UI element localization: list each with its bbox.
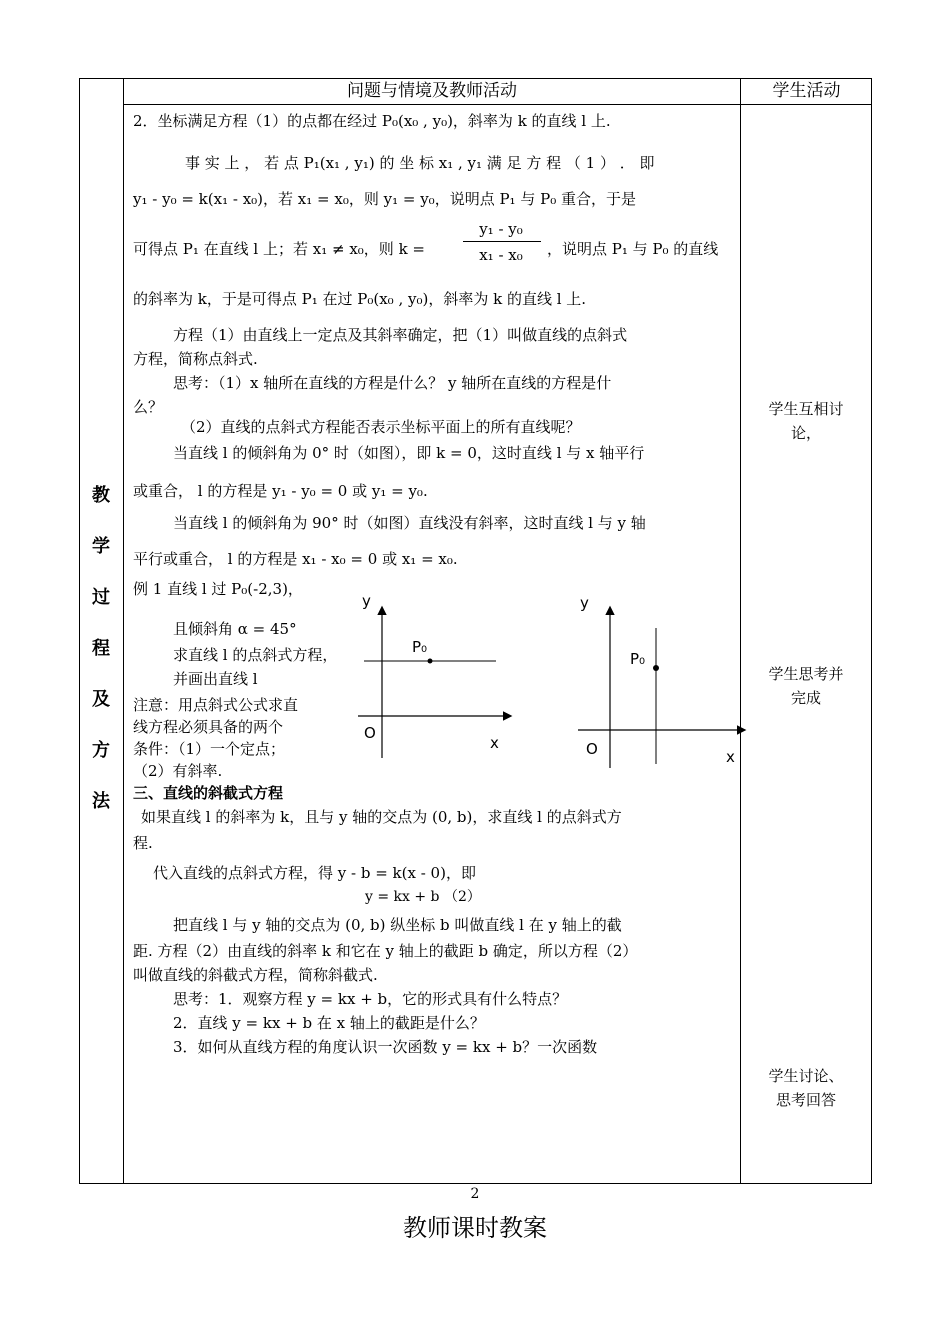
x-axis-label: x	[490, 734, 499, 752]
y-axis-label: y	[362, 592, 371, 610]
fraction-denominator: x₁ - x₀	[479, 246, 523, 264]
point-p0	[428, 659, 433, 664]
text-line: 的斜率为 k，于是可得点 P₁ 在过 P₀(x₀ , y₀)，斜率为 k 的直线 l 上.	[133, 290, 587, 308]
text-line: （2）直线的点斜式方程能否表示坐标平面上的所有直线呢？	[181, 418, 581, 436]
text-line: 且倾斜角 α = 45°	[173, 620, 297, 638]
text-line: 程.	[133, 834, 153, 852]
side-label	[79, 470, 123, 827]
student-activity-1: 学生互相讨 论，	[768, 400, 844, 442]
text-line: 3．如何从直线方程的角度认识一次函数 y = kx + b？一次函数	[173, 1038, 598, 1056]
text-line: 2．坐标满足方程（1）的点都在经过 P₀(x₀ , y₀)，斜率为 k 的直线 l 上.	[133, 112, 611, 130]
text-line: （2）有斜率.	[133, 762, 223, 780]
point-label: P₀	[412, 638, 428, 656]
header-divider	[123, 104, 872, 105]
side-char: 过	[92, 587, 110, 608]
text-line: 方程（1）由直线上一定点及其斜率确定，把（1）叫做直线的点斜式	[173, 326, 628, 344]
point-label: P₀	[630, 650, 646, 668]
column-divider-left	[123, 78, 124, 1184]
text-line: 并画出直线 l	[173, 670, 258, 688]
x-axis-label: x	[726, 748, 735, 766]
text-line: 当直线 l 的倾斜角为 0° 时（如图），即 k = 0，这时直线 l 与 x 轴平行	[173, 444, 645, 462]
text-line: 可得点 P₁ 在直线 l 上；若 x₁ ≠ x₀，则 k =	[133, 240, 425, 258]
text-line: 注意：用点斜式公式求直	[133, 696, 299, 714]
side-char: 及	[92, 689, 110, 710]
formula-line: y = kx + b （2）	[365, 889, 481, 905]
text-line: 求直线 l 的点斜式方程，	[173, 646, 338, 664]
side-char: 教	[92, 485, 110, 506]
fraction-numerator: y₁ - y₀	[479, 220, 523, 238]
figure-vertical-line	[572, 588, 750, 772]
footer-title: 教师课时教案	[403, 1214, 547, 1242]
text-line: 如果直线 l 的斜率为 k，且与 y 轴的交点为 (0, b)，求直线 l 的点斜式方	[141, 808, 622, 826]
side-char: 法	[92, 791, 110, 812]
header-main: 问题与情境及教师活动	[347, 81, 517, 101]
fraction-bar	[463, 241, 541, 242]
text-line: 条件：（1）一个定点；	[133, 740, 286, 758]
section-heading: 三、直线的斜截式方程	[133, 784, 284, 802]
text-line: 么？	[133, 398, 164, 416]
text-line: 线方程必须具备的两个	[133, 718, 284, 736]
student-activity-3: 学生讨论、 思考回答	[768, 1067, 844, 1109]
text-line: 叫做直线的斜截式方程，简称斜截式.	[133, 966, 378, 984]
origin-label: O	[364, 724, 376, 742]
figure-horizontal-line	[350, 588, 520, 760]
student-activity-2: 学生思考并 完成	[768, 665, 844, 707]
text-line: 或重合， l 的方程是 y₁ - y₀ = 0 或 y₁ = y₀.	[133, 482, 428, 500]
text-line: 把直线 l 与 y 轴的交点为 (0, b) 纵坐标 b 叫做直线 l 在 y 轴上的截	[173, 916, 622, 934]
text-line: 平行或重合， l 的方程是 x₁ - x₀ = 0 或 x₁ = x₀.	[133, 550, 458, 568]
side-char: 学	[92, 536, 110, 557]
text-line: 事 实 上 ， 若 点 P₁(x₁ , y₁) 的 坐 标 x₁ , y₁ 满 足 方 程 （ 1 ） ． 即	[185, 154, 655, 172]
point-p0	[653, 665, 659, 671]
page-number: 2	[470, 1186, 480, 1202]
y-axis-label: y	[580, 594, 589, 612]
side-char: 程	[92, 638, 110, 659]
text-line: 思考：1．观察方程 y = kx + b，它的形式具有什么特点？	[173, 990, 568, 1008]
header-student: 学生活动	[772, 81, 841, 101]
side-char: 方	[92, 740, 110, 761]
text-line: 方程，简称点斜式.	[133, 350, 258, 368]
text-line: 距. 方程（2）由直线的斜率 k 和它在 y 轴上的截距 b 确定，所以方程（2）	[133, 942, 638, 960]
origin-label: O	[586, 740, 598, 758]
text-line: 例 1 直线 l 过 P₀(-2,3)，	[133, 580, 303, 598]
text-line: ，说明点 P₁ 与 P₀ 的直线	[547, 240, 719, 258]
text-line: 思考：（1）x 轴所在直线的方程是什么？ y 轴所在直线的方程是什	[173, 374, 612, 392]
text-line: 代入直线的点斜式方程，得 y - b = k(x - 0)，即	[153, 864, 476, 882]
text-line: 2．直线 y = kx + b 在 x 轴上的截距是什么？	[173, 1014, 485, 1032]
text-line: 当直线 l 的倾斜角为 90° 时（如图）直线没有斜率，这时直线 l 与 y 轴	[173, 514, 646, 532]
text-line: y₁ - y₀ = k(x₁ - x₀)，若 x₁ = x₀，则 y₁ = y₀，说明点 P₁ 与 P₀ 重合，于是	[133, 190, 636, 208]
